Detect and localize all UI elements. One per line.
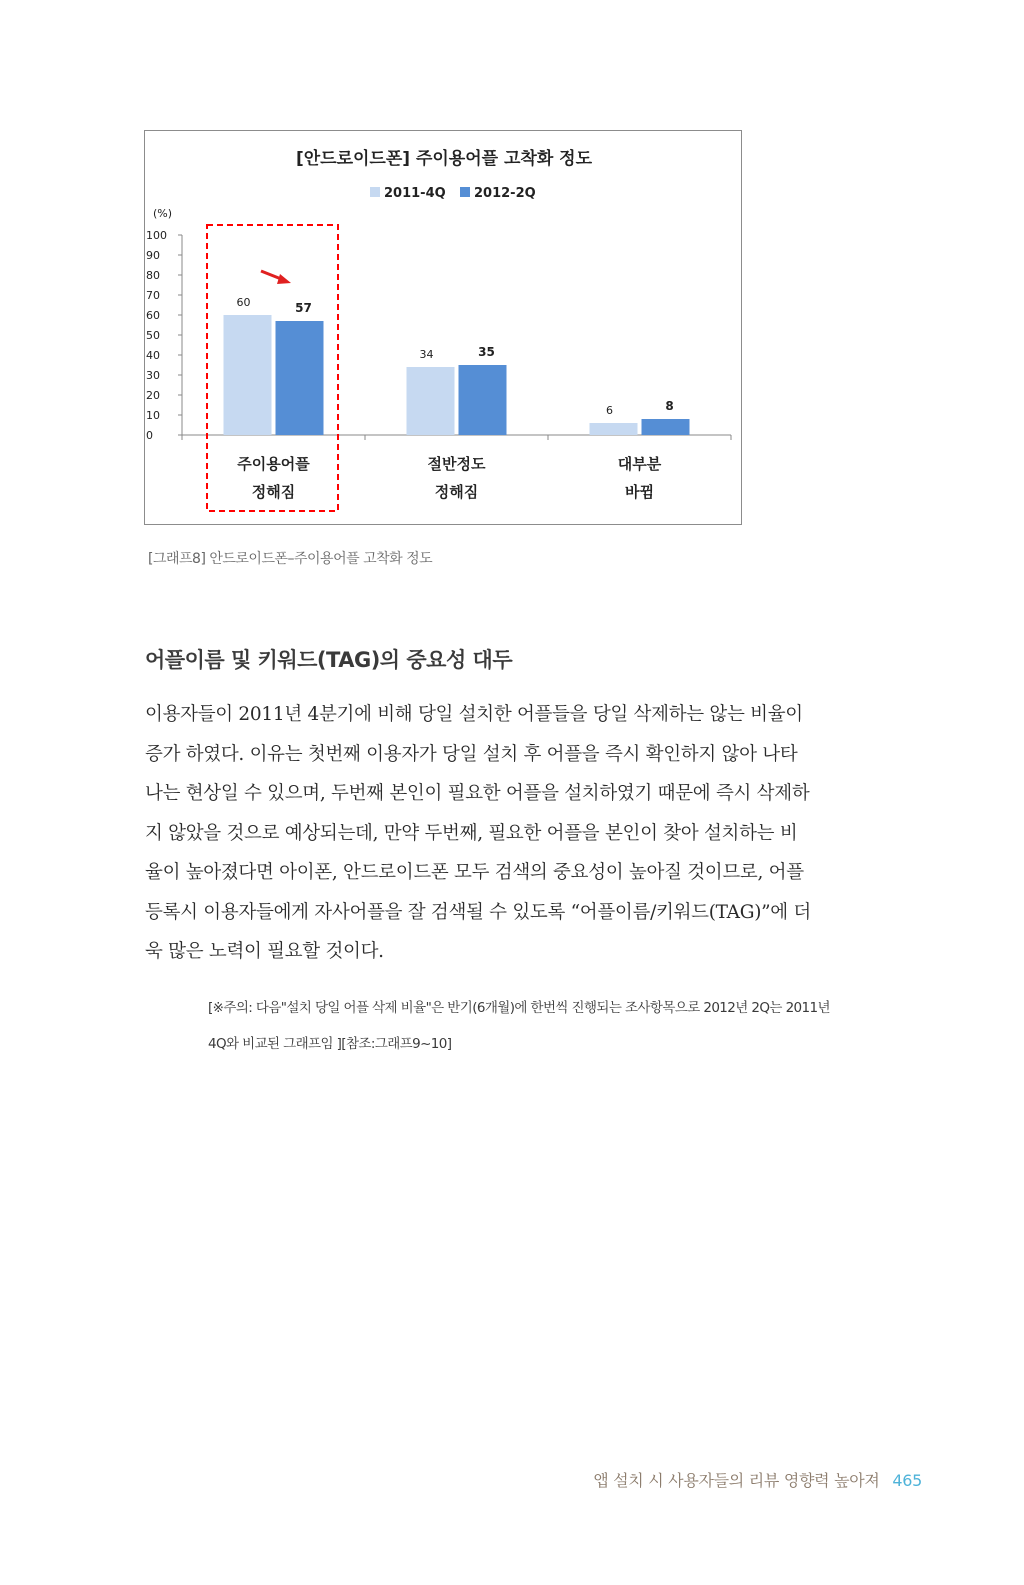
y-tick-label: 50 <box>146 329 160 342</box>
x-tick-label: 바뀜 <box>625 483 654 501</box>
footnote-line: [※주의: 다음"설치 당일 어플 삭제 비율"은 반기(6개월)에 한번씩 진행되는 조사항목으로 2012년 2Q는 2011년 <box>208 1000 830 1016</box>
x-tick-label: 정해짐 <box>434 483 479 501</box>
bar <box>407 367 455 435</box>
body-line: 이용자들이 2011년 4분기에 비해 당일 설치한 어플들을 당일 삭제하는 않는 비율이 <box>145 704 803 725</box>
running-title: 앱 설치 시 사용자들의 리뷰 영향력 높아져 <box>593 1471 880 1490</box>
data-label: 6 <box>606 404 613 417</box>
section-heading: 어플이름 및 키워드(TAG)의 중요성 대두 <box>145 648 513 672</box>
x-tick-label: 정해짐 <box>251 483 296 501</box>
x-tick-label: 대부분 <box>617 455 662 473</box>
footnote-line: 4Q와 비교된 그래프임 ][참조:그래프9~10] <box>208 1036 452 1052</box>
y-tick-label: 80 <box>146 269 160 282</box>
chart-figure <box>144 130 742 525</box>
x-tick-label: 절반정도 <box>427 455 486 473</box>
bar <box>459 365 507 435</box>
page-footer <box>593 1468 922 1491</box>
body-line: 율이 높아졌다면 아이폰, 안드로이드폰 모두 검색의 중요성이 높아질 것이므로, 어플 <box>145 862 804 883</box>
decrease-arrow-head <box>277 274 291 284</box>
y-tick-label: 0 <box>146 429 153 442</box>
y-tick-label: 70 <box>146 289 160 302</box>
page-number: 465 <box>892 1471 922 1490</box>
y-tick-label: 10 <box>146 409 160 422</box>
body-line: 증가 하였다. 이유는 첫번째 이용자가 당일 설치 후 어플을 즉시 확인하지 않아 나타 <box>145 743 798 765</box>
chart-svg <box>145 131 743 526</box>
data-label: 57 <box>295 301 312 315</box>
body-line: 등록시 이용자들에게 자사어플을 잘 검색될 수 있도록 “어플이름/키워드(TAG)”에 더 <box>145 901 811 923</box>
body-paragraph <box>145 695 885 972</box>
bar <box>276 321 324 435</box>
bar <box>224 315 272 435</box>
legend-label: 2012-2Q <box>474 186 536 201</box>
data-label: 34 <box>419 348 434 361</box>
data-label: 35 <box>478 345 495 359</box>
legend-label: 2011-4Q <box>384 186 446 201</box>
y-tick-label: 90 <box>146 249 160 262</box>
data-label: 8 <box>665 399 674 413</box>
legend-swatch <box>460 187 470 197</box>
y-tick-label: 100 <box>146 229 167 242</box>
footnote <box>208 990 888 1062</box>
y-tick-label: 20 <box>146 389 160 402</box>
body-line: 욱 많은 노력이 필요할 것이다. <box>145 941 384 962</box>
x-tick-label: 주이용어플 <box>237 455 310 473</box>
y-axis-label: (%) <box>153 207 173 220</box>
chart-title: [안드로이드폰] 주이용어플 고착화 정도 <box>295 149 593 169</box>
figure-caption: [그래프8] 안드로이드폰–주이용어플 고착화 정도 <box>148 551 433 567</box>
legend-swatch <box>370 187 380 197</box>
data-label: 60 <box>236 296 251 309</box>
y-tick-label: 60 <box>146 309 160 322</box>
body-line: 지 않았을 것으로 예상되는데, 만약 두번째, 필요한 어플을 본인이 찾아 설치하는 비 <box>145 822 798 844</box>
y-tick-label: 40 <box>146 349 160 362</box>
y-tick-label: 30 <box>146 369 160 382</box>
bar <box>590 423 638 435</box>
bar <box>642 419 690 435</box>
body-line: 나는 현상일 수 있으며, 두번째 본인이 필요한 어플을 설치하였기 때문에 즉시 삭제하 <box>145 783 810 804</box>
